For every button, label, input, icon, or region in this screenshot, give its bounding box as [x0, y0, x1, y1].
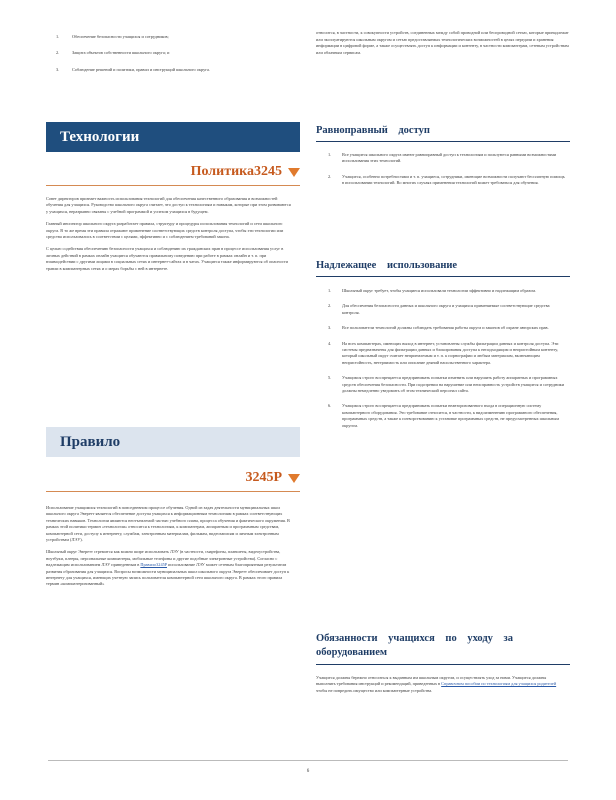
divider — [316, 141, 570, 142]
page-number: 6 — [306, 769, 310, 774]
footer-divider — [48, 760, 568, 761]
section-heading: Равноправный доступ — [316, 125, 430, 136]
paragraph: Школьный округ Эверетт стремится как можно шире использовать ЛЭУ (в частности, смартфоны, планшеты, видеоустройства, ноутбуки, плееры, персональные компьютеры, мобильные телефоны и другие подобные электронные устройства). Согласно с надлежащим использованием ЛЭУ приведенным в Правило3245P использование ЛЭУ может сетевым благоприятным результатом развития образования для учащихся. Вопросы возможности муниципальных школ школьного округа Эверетт обеспечивает доступ к интернету для учащихся, имеющих учетную запись пользователя компьютерной сети школьного округа. В рамках этого правила термин «компьютеризованный» — [46, 549, 290, 587]
list-item: 1. Все учащиеся школьного округа имеют равноправный доступ к технологиям и пользуются равными возможностями использования этих технологий. — [328, 152, 557, 164]
proper-use-list — [328, 288, 566, 438]
list-item: 2. Для обеспечения безопасности данных и школьного округа и учащихся применяемые соответствующие средства контроля. — [328, 303, 550, 315]
banner-title: Правило — [60, 433, 121, 450]
list-item: 5. Учащимся строго воспрещается предпринимать попытки изменить или нарушить работу аппаратных и программных средств обеспечения безопасности. При подозрении на нарушение или неисправность устройств учащиеся и сотрудники должны немедленно уведомить об этом технический персонал сайта. — [328, 375, 565, 394]
paragraph: С целью содействия обеспечению безопасности учащихся и соблюдению их гражданских прав в процессе использования услуг в личных действий в рамках онлайн учащиеся обучаются правильному поведению при работе в рамках онлайн и т. п. при взаимодействии с другими лицами в социальных сетях и интернет-сайтах и в чатах. Учащиеся также информируются об опасности травли в компьютерных сетях и о мерах борьбы с ней в интернете. — [46, 246, 288, 271]
care-text — [316, 675, 566, 700]
list-item: 6. Учащимся строго воспрещается предпринимать попытки неавторизованного входа в операционную систему компьютерного оборудования. Это требование относится, в частности, к видоизменению программного обеспечения, программных средств, а также к потворствованию к установке программных средств, не предусмотренных школьным округом. — [328, 403, 559, 428]
divider — [316, 664, 570, 665]
paragraph: Учащиеся должны бережно относиться к выданным им школьным округом, и осуществлять уход за ними. Учащиеся должны выполнять требования инструкций и рекомендаций, приведенных в Справочном пособии по технологиям для учащихся родителей чтобы не повредить имущество или компьютерные устройства. — [316, 675, 557, 693]
divider — [316, 276, 570, 277]
banner-title: Технологии — [60, 128, 140, 145]
top-list — [56, 34, 296, 83]
list-item: 2. Учащиеся, особенно потребностями и т. п. учащиеся, сотрудники, имеющие возможности получают бесплатную помощь в использовании технологий. Во многих случаях применения технологий может требоваться для обучения. — [328, 173, 565, 186]
paragraph: Главный инспектор школьного округа разработает правила, структуру и процедуры использования технологий и сети школьного округа. В то же время эти правила отражают применение соответствующих средств контроля доступа, чтобы эти технологии или средства использовались в соответствии с целями, эффективно и с соблюдением требований закона. — [46, 221, 284, 240]
list-item: 3. Соблюдение решений и политики, правил и инструкций школьного округа. — [56, 66, 211, 72]
section-heading: Надлежащее использование — [316, 260, 458, 271]
handbook-link[interactable]: Справочном пособии по технологиям для учащихся родителей — [441, 681, 557, 687]
list-item: 1. Обеспечение безопасности учащихся и сотрудников; — [56, 34, 169, 39]
technology-banner — [46, 122, 300, 152]
rule-label: 3245P — [245, 466, 300, 490]
rule-banner — [46, 427, 300, 457]
policy-label: Политика3245 — [191, 160, 300, 184]
rule-text — [46, 505, 292, 594]
rule-link[interactable]: Правило3245P — [140, 562, 167, 568]
top-paragraph: относится, в частности, к совокупности устройств, соединенных между собой проводной или беспроводной сетью, которые принадлежат или эксплуатируются школьным округом и сетью предоставляемых технологических возможностей в целях передачи и хранения информации в цифровой форме, а также осуществлять доступ к информации и контенту, в частности компьютерам, сетевым устройствам или облачным сервисам. — [316, 30, 569, 55]
paragraph: Совет директоров признает важность использования технологий для обеспечения качественного образования и возможностей обучения для учащихся. Руководство школьного округа считает, что доступ к технологиям и навыкам, которые при этом развиваются у учащихся, неразрывно связаны с учебной программой и успехом учащихся в будущем. — [46, 196, 291, 214]
section-heading: Обязанности учащихся по уходу за оборудованием — [316, 633, 514, 658]
divider — [46, 491, 300, 492]
divider — [46, 185, 300, 186]
triangle-down-icon — [288, 168, 300, 177]
triangle-down-icon — [288, 474, 300, 483]
policy-text — [46, 196, 292, 278]
list-item: 3. Все пользователи технологий должны соблюдать требования работы округа и законов об охране авторских прав. — [328, 325, 549, 331]
list-item: 1. Школьный округ требует, чтобы учащиеся использовали технологии эффективно и надлежащим образом. — [328, 288, 537, 293]
list-item: 2. Защита объектов собственности школьного округа; и — [56, 50, 170, 56]
list-item: 4. На всех компьютерах, имеющих выход в интернет, установлены службы фильтрации данных и контроля доступа. Эти системы предназначены для фильтрации данных и блокирования доступа к неподходящим и непристойным контенту, который школьный округ считает неприемлемым и т. п. к порнографии и любым материалам, включающим непристойность, нетерпимость или описание деяний насильственного характера. — [328, 340, 559, 365]
equal-access-list — [328, 152, 566, 196]
paragraph: Использование учащимися технологий в повседневном процессе обучения. Одной из задач деятельности муниципальных школ школьного округа Эверетт является обеспечение доступа учащихся к информационным технологиям в рамках соответствующих технических навыков. Технологии являются неотъемлемой частью учебного плана, процесса обучения и фактического окружения. В рамках этой политики термин «технологии» относится к технологиям, к компьютерам, аппаратным и программным средствам, компьютерной сети, доступу к интернету, службам, электронным материалам, фильмам, видеозаписям и личным электронным устройствам (ЛЭУ). — [46, 505, 290, 543]
